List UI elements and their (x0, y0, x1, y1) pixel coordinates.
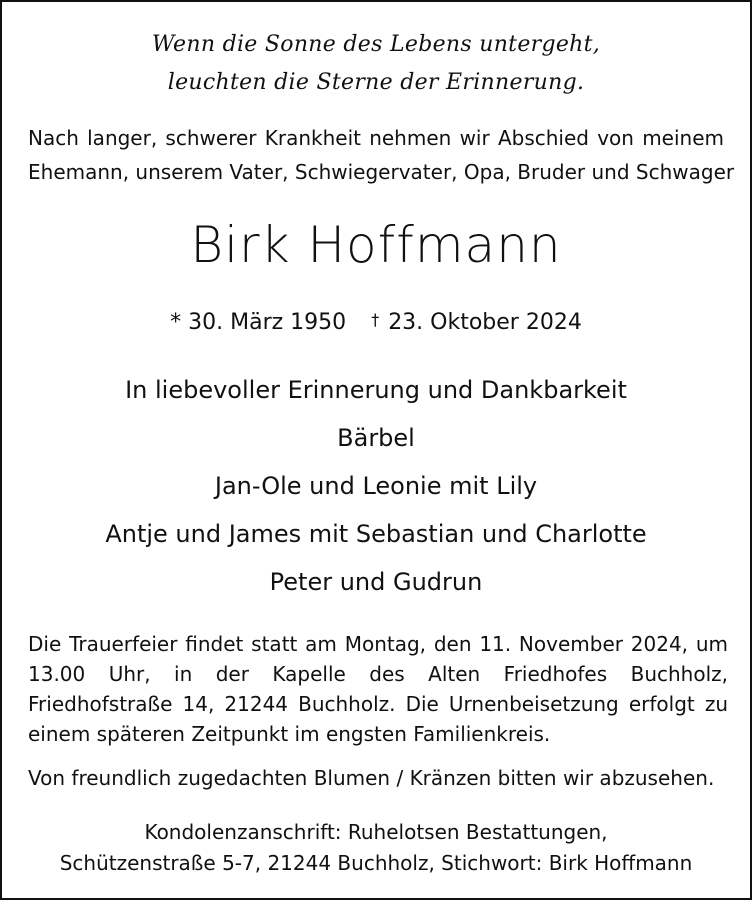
mourner-name: Jan-Ole und Leonie mit Lily (214, 472, 538, 500)
condolence-address-line-1: Kondolenzanschrift: Ruhelotsen Bestattungen, (144, 820, 608, 844)
flowers-note: Von freundlich zugedachten Blumen / Kränzen bitten wir abzusehen. (28, 766, 715, 790)
intro-line-1: Nach langer, schwerer Krankheit nehmen wir Abschied von meinem (28, 126, 724, 150)
birth-symbol: * (170, 310, 182, 335)
birth-date: 30. März 1950 (188, 310, 347, 335)
mourners-heading: In liebevoller Erinnerung und Dankbarkeit (125, 376, 627, 404)
condolence-address-line-2: Schützenstraße 5-7, 21244 Buchholz, Stichwort: Birk Hoffmann (59, 851, 693, 875)
intro-line-2: Ehemann, unserem Vater, Schwiegervater, Opa, Bruder und Schwager (28, 160, 735, 184)
ceremony-details: Die Trauerfeier findet statt am Montag, den 11. November 2024, um 13.00 Uhr, in der Kapelle des Alten Friedhofes Buchholz, Friedhofstraße 14, 21244 Buchholz. Die Urnenbeisetzung erfolgt zu einem späteren Zeitpunkt im engsten Familienkreis. (28, 632, 728, 746)
motto-line-2: leuchten die Sterne der Erinnerung. (167, 70, 585, 95)
death-date: 23. Oktober 2024 (388, 310, 582, 335)
death-symbol: † (371, 310, 380, 329)
mourner-name: Peter und Gudrun (269, 568, 483, 596)
deceased-name: Birk Hoffmann (190, 216, 562, 274)
life-dates (2, 312, 750, 334)
mourner-name: Bärbel (337, 424, 415, 452)
motto-line-1: Wenn die Sonne des Lebens untergeht, (151, 32, 601, 57)
mourner-name: Antje und James mit Sebastian und Charlotte (105, 520, 647, 548)
